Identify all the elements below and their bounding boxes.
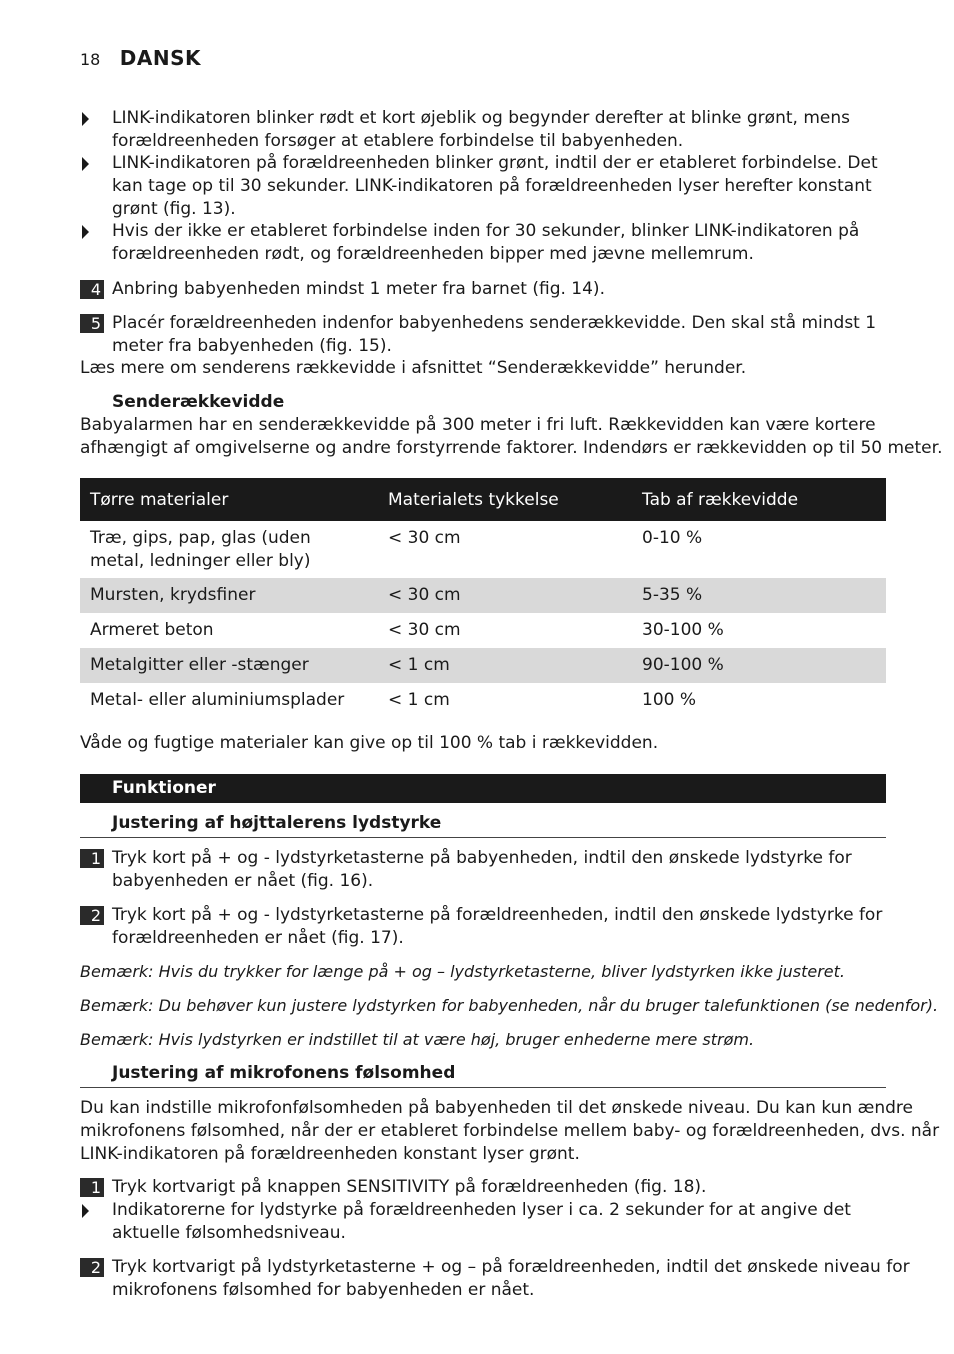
mic-intro: Du kan indstille mikrofonfølsomheden på babyenheden til det ønskede niveau. Du kan kun ændre — [80, 1098, 913, 1118]
table-row — [80, 521, 886, 578]
note-text: Bemærk: Du behøver kun justere lydstyrken for babyenheden, når du bruger talefunktionen (se nedenfor). — [80, 996, 939, 1015]
table-cell: Armeret beton — [90, 620, 214, 640]
step-text: Tryk kort på + og - lydstyrketasterne på babyenheden, indtil den ønskede lydstyrke for — [112, 848, 852, 868]
speaker-heading: Justering af højttalerens lydstyrke — [112, 813, 442, 833]
page-number: 18 — [80, 50, 101, 69]
heading-rule — [80, 1087, 886, 1088]
wet-materials-note: Våde og fugtige materialer kan give op til 100 % tab i rækkevidden. — [80, 733, 659, 753]
table-cell: Metalgitter eller -stænger — [80, 648, 378, 683]
bullet-line: forældreenheden forsøger at etablere forbindelse til babyenheden. — [112, 131, 684, 151]
table-cell: 5-35 % — [632, 578, 886, 613]
mic-heading: Justering af mikrofonens følsomhed — [112, 1063, 456, 1083]
note-text: Bemærk: Hvis lydstyrken er indstillet til at være høj, bruger enhederne mere strøm. — [80, 1030, 755, 1049]
bullet-icon — [80, 112, 92, 126]
table-cell: < 1 cm — [378, 648, 632, 683]
step-number: 2 — [80, 1258, 104, 1277]
table-cell: < 1 cm — [388, 690, 450, 710]
bullet-icon — [80, 1204, 92, 1218]
heading-rule — [80, 837, 886, 838]
table-cell: < 30 cm — [388, 620, 461, 640]
column-header: Tørre materialer — [80, 478, 378, 521]
table-cell-text: Træ, gips, pap, glas (uden metal, ledninger eller bly) — [90, 528, 311, 571]
table-cell: 0-10 % — [642, 528, 703, 548]
step-text: mikrofonens følsomhed for babyenheden er nået. — [112, 1280, 535, 1300]
range-heading: Senderækkevidde — [112, 392, 285, 412]
range-text: Babyalarmen har en senderækkevidde på 300 meter i fri luft. Rækkevidden kan være kortere — [80, 415, 876, 435]
step-text: Tryk kortvarigt på knappen SENSITIVITY på forældreenheden (fig. 18). — [112, 1177, 707, 1197]
table-cell — [80, 521, 378, 578]
bullet-line: LINK-indikatoren på forældreenheden blinker grønt, indtil der er etableret forbindelse. Det — [112, 153, 878, 173]
section-title: Funktioner — [112, 778, 216, 798]
table-cell: Mursten, krydsfiner — [80, 578, 378, 613]
step-text: Placér forældreenheden indenfor babyenhedens senderækkevidde. Den skal stå mindst 1 — [112, 313, 877, 333]
table-cell: 30-100 % — [642, 620, 724, 640]
step-number: 5 — [80, 314, 104, 333]
table-row — [80, 613, 886, 648]
page-header — [80, 46, 201, 70]
column-header: Materialets tykkelse — [378, 478, 632, 521]
bullet-line: Hvis der ikke er etableret forbindelse inden for 30 sekunder, blinker LINK-indikatoren på — [112, 221, 860, 241]
step-text: meter fra babyenheden (fig. 15). — [112, 336, 392, 356]
step-number: 2 — [80, 906, 104, 925]
range-table — [80, 478, 886, 718]
bullet-line: grønt (fig. 13). — [112, 199, 236, 219]
bullet-line: Indikatorerne for lydstyrke på forældreenheden lyser i ca. 2 sekunder for at angive det — [112, 1200, 851, 1220]
table-row — [80, 683, 886, 718]
section-bar — [80, 774, 886, 803]
range-text: afhængigt af omgivelserne og andre forstyrrende faktorer. Indendørs er rækkevidden op til 50 meter. — [80, 438, 943, 458]
note-text: Bemærk: Hvis du trykker for længe på + og – lydstyrketasterne, bliver lydstyrken ikke justeret. — [80, 962, 846, 981]
step-text: babyenheden er nået (fig. 16). — [112, 871, 374, 891]
mic-intro: LINK-indikatoren på forældreenheden konstant lyser grønt. — [80, 1144, 580, 1164]
step-text: forældreenheden er nået (fig. 17). — [112, 928, 404, 948]
bullet-line: forældreenheden rødt, og forældreenheden bipper med jævne mellemrum. — [112, 244, 754, 264]
bullet-line: kan tage op til 30 sekunder. LINK-indikatoren på forældreenheden lyser herefter konstant — [112, 176, 872, 196]
table-cell: 100 % — [642, 690, 697, 710]
table-cell: < 30 cm — [388, 528, 461, 548]
column-header: Tab af rækkevidde — [632, 478, 886, 521]
table-row — [80, 648, 886, 683]
table-header-row — [80, 478, 886, 521]
step-number: 4 — [80, 280, 104, 299]
step-text: Anbring babyenheden mindst 1 meter fra barnet (fig. 14). — [112, 279, 605, 299]
bullet-icon — [80, 225, 92, 239]
table-cell: < 30 cm — [378, 578, 632, 613]
step-text: Tryk kortvarigt på lydstyrketasterne + og – på forældreenheden, indtil det ønskede niveau for — [112, 1257, 910, 1277]
bullet-line: aktuelle følsomhedsniveau. — [112, 1223, 346, 1243]
step-number: 1 — [80, 849, 104, 868]
bullet-line: LINK-indikatoren blinker rødt et kort øjeblik og begynder derefter at blinke grønt, mens — [112, 108, 850, 128]
language-label: DANSK — [119, 46, 201, 70]
step-number: 1 — [80, 1178, 104, 1197]
table-row — [80, 578, 886, 613]
bullet-icon — [80, 157, 92, 171]
table-cell: 90-100 % — [632, 648, 886, 683]
read-more-text: Læs mere om senderens rækkevidde i afsnittet “Senderækkevidde” herunder. — [80, 358, 747, 378]
mic-intro: mikrofonens følsomhed, når der er etableret forbindelse mellem baby- og forældreenheden, dvs. når — [80, 1121, 940, 1141]
table-cell: Metal- eller aluminiumsplader — [90, 690, 345, 710]
step-text: Tryk kort på + og - lydstyrketasterne på forældreenheden, indtil den ønskede lydstyrke for — [112, 905, 883, 925]
